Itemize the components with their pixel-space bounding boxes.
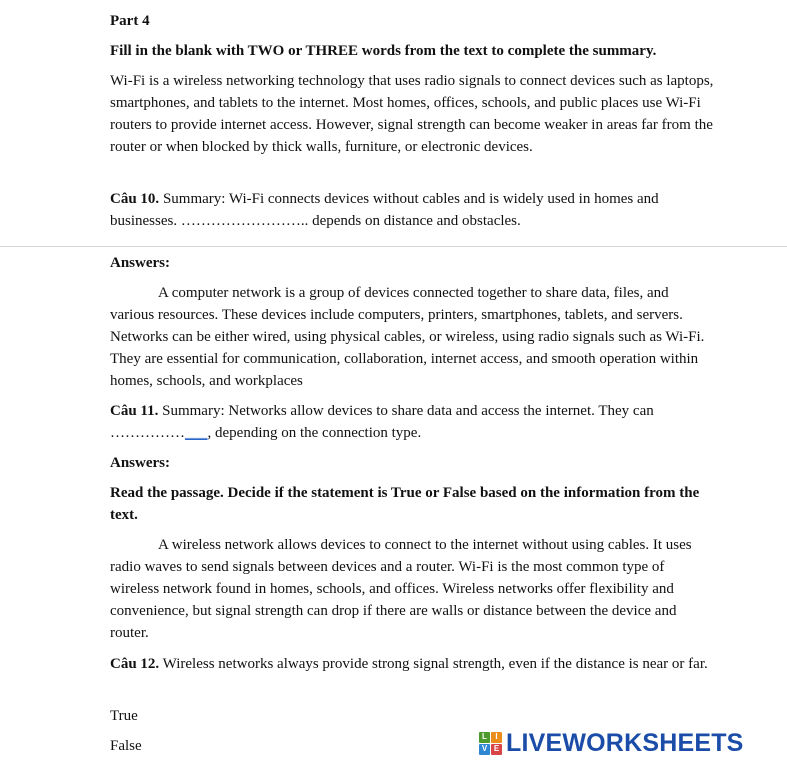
- question-11: [110, 400, 714, 444]
- logo-mark-letter-v: V: [479, 744, 490, 755]
- option-false[interactable]: False: [110, 738, 142, 754]
- passage-computer-network: A computer network is a group of devices connected together to share data, files, and various resources. These devices include computers, printers, smartphones, tablets, and servers. Networks can be either wired, using physical cables, or wireless, using radio signals such as Wi-Fi. They are essential for communication, collaboration, internet access, and smooth operation within homes, schools, and workplaces: [110, 285, 705, 389]
- true-false-instructions: Read the passage. Decide if the statement is True or False based on the information from the text.: [110, 485, 700, 523]
- logo-mark-letter-i: I: [491, 732, 502, 743]
- passage-wifi: Wi-Fi is a wireless networking technology that uses radio signals to connect devices such as laptops, smartphones, and tablets to the internet. Most homes, offices, schools, and public places use Wi-Fi routers to provide internet access. However, signal strength can become weaker in areas far from the router or when blocked by thick walls, furniture, or electronic devices.: [110, 73, 714, 155]
- summary-instructions: Fill in the blank with TWO or THREE words from the text to complete the summary.: [110, 43, 657, 59]
- option-true[interactable]: True: [110, 708, 138, 724]
- question-12-text: Wireless networks always provide strong signal strength, even if the distance is near or far.: [159, 656, 708, 672]
- logo-mark-letter-e: E: [491, 744, 502, 755]
- section-divider: [0, 246, 787, 247]
- part-title: Part 4: [110, 13, 150, 29]
- logo-mark-icon: [479, 732, 502, 755]
- question-10: [110, 188, 714, 232]
- question-10-text: Summary: Wi-Fi connects devices without cables and is widely used in homes and businesses. …………………….. depends on distance and obstacles.: [110, 191, 659, 229]
- answers-label-1: Answers:: [110, 255, 170, 271]
- question-11-text-after: , depending on the connection type.: [207, 425, 422, 441]
- question-11-label: Câu 11.: [110, 403, 159, 419]
- question-12: [110, 653, 714, 675]
- answers-label-2: Answers:: [110, 455, 170, 471]
- logo-text: LIVEWORKSHEETS: [506, 728, 744, 757]
- passage-wireless-network: A wireless network allows devices to connect to the internet without using cables. It uses radio waves to send signals between devices and a router. Wi-Fi is the most common type of wireless network found in homes, schools, and offices. Wireless networks offer flexibility and convenience, but signal strength can drop if there are walls or distance between the device and router.: [110, 537, 692, 641]
- question-11-text-before: Summary: Networks allow devices to share data and access the internet. They can ……………: [110, 403, 654, 441]
- question-10-label: Câu 10.: [110, 191, 160, 207]
- logo-mark-letter-l: L: [479, 732, 490, 743]
- question-11-blank[interactable]: ___: [185, 425, 208, 441]
- liveworksheets-logo: [479, 728, 779, 758]
- question-12-label: Câu 12.: [110, 656, 160, 672]
